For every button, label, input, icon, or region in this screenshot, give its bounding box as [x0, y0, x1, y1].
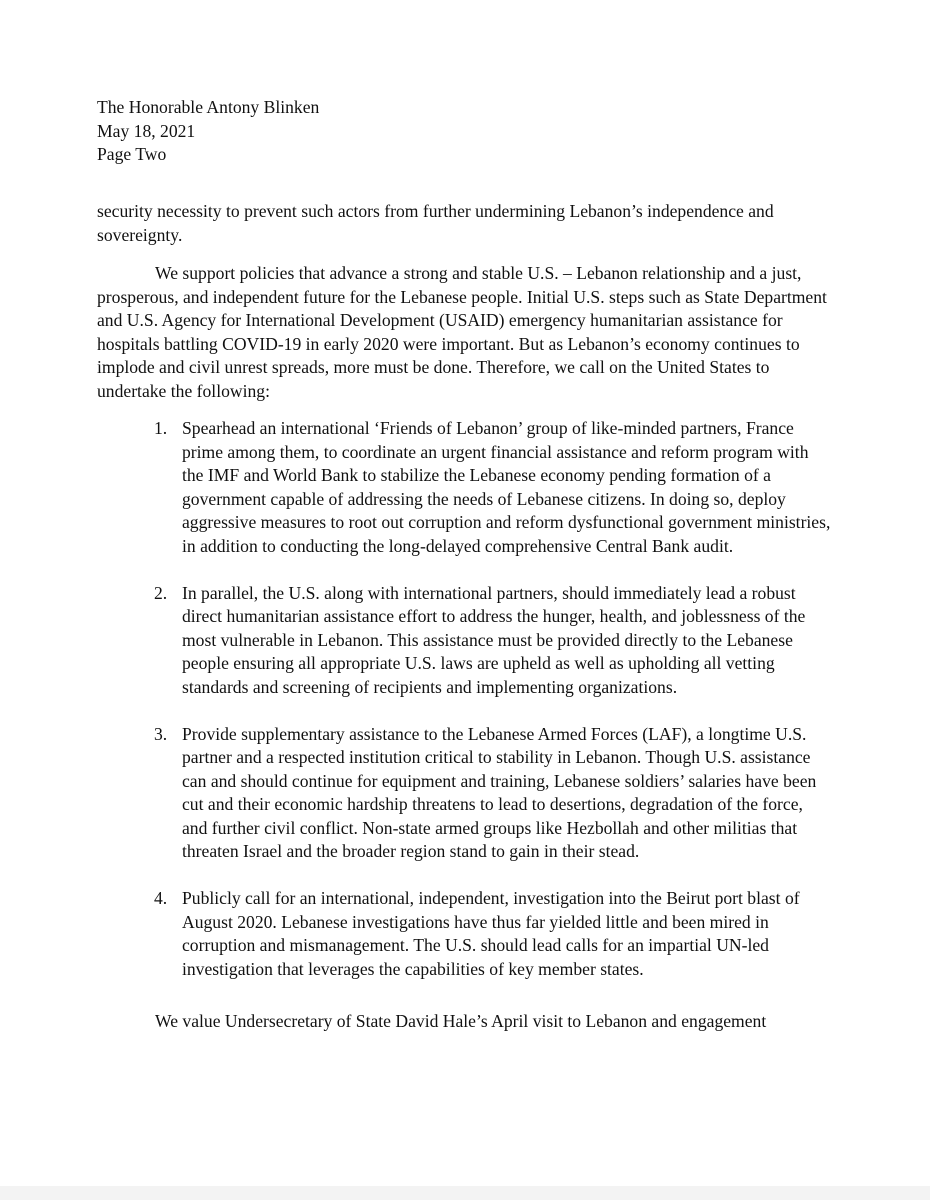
action-item-text: Publicly call for an international, independent, investigation into the Beirut port blast of August 2020. Lebanese investigations have thus far yielded little and been mired in corruption and mismanagement. The U.S. should lead calls for an impartial UN-led investigation that leverages the capabilities of key member states.	[182, 888, 800, 979]
letter-body	[97, 200, 832, 1034]
action-list	[97, 417, 832, 981]
page-label: Page Two	[97, 144, 167, 164]
action-item-2	[97, 582, 832, 700]
closing-paragraph: We value Undersecretary of State David Hale’s April visit to Lebanon and engagement	[155, 1011, 767, 1031]
action-item-text: In parallel, the U.S. along with international partners, should immediately lead a robust direct humanitarian assistance effort to address the hunger, health, and joblessness of the most vulnerable in Lebanon. This assistance must be provided directly to the Lebanese people ensuring all appropriate U.S. laws are upheld as well as upholding all vetting standards and screening of recipients and implementing organizations.	[182, 582, 806, 697]
action-item-number: 2.	[154, 582, 168, 603]
continuation-paragraph: security necessity to prevent such actors from further undermining Lebanon’s independence and sovereignty.	[97, 201, 774, 245]
letter-header	[97, 96, 319, 167]
action-item-number: 1.	[154, 418, 168, 438]
date-line: May 18, 2021	[97, 120, 196, 141]
recipient-line: The Honorable Antony Blinken	[97, 97, 320, 117]
action-item-number: 4.	[154, 888, 168, 908]
action-item-3	[97, 723, 832, 864]
intro-paragraph: We support policies that advance a strong and stable U.S. – Lebanon relationship and a just, prosperous, and independent future for the Lebanese people. Initial U.S. steps such as State Department and U.S. Agency for International Development (USAID) emergency humanitarian assistance for hospitals battling COVID-19 in early 2020 were important. But as Lebanon’s economy continues to implode and civil unrest spreads, more must be done. Therefore, we call on the United States to undertake the following:	[97, 263, 827, 401]
page-bottom-edge	[0, 1186, 930, 1200]
action-item-text: Provide supplementary assistance to the Lebanese Armed Forces (LAF), a longtime U.S. partner and a respected institution critical to stability in Lebanon. Though U.S. assistance can and should continue for equipment and training, Lebanese soldiers’ salaries have been cut and their economic hardship threatens to lead to desertions, degradation of the force, and further civil conflict. Non-state armed groups like Hezbollah and other militias that threaten Israel and the broader region stand to gain in their stead.	[182, 723, 817, 861]
action-item-text: Spearhead an international ‘Friends of Lebanon’ group of like-minded partners, France prime among them, to coordinate an urgent financial assistance and reform program with the IMF and World Bank to stabilize the Lebanese economy pending formation of a government capable of addressing the needs of Lebanese citizens. In doing so, deploy aggressive measures to root out corruption and reform dysfunctional government ministries, in addition to conducting the long-delayed comprehensive Central Bank audit.	[182, 418, 831, 556]
action-item-4	[97, 887, 832, 981]
action-item-1	[97, 417, 832, 558]
action-item-number: 3.	[154, 723, 168, 744]
